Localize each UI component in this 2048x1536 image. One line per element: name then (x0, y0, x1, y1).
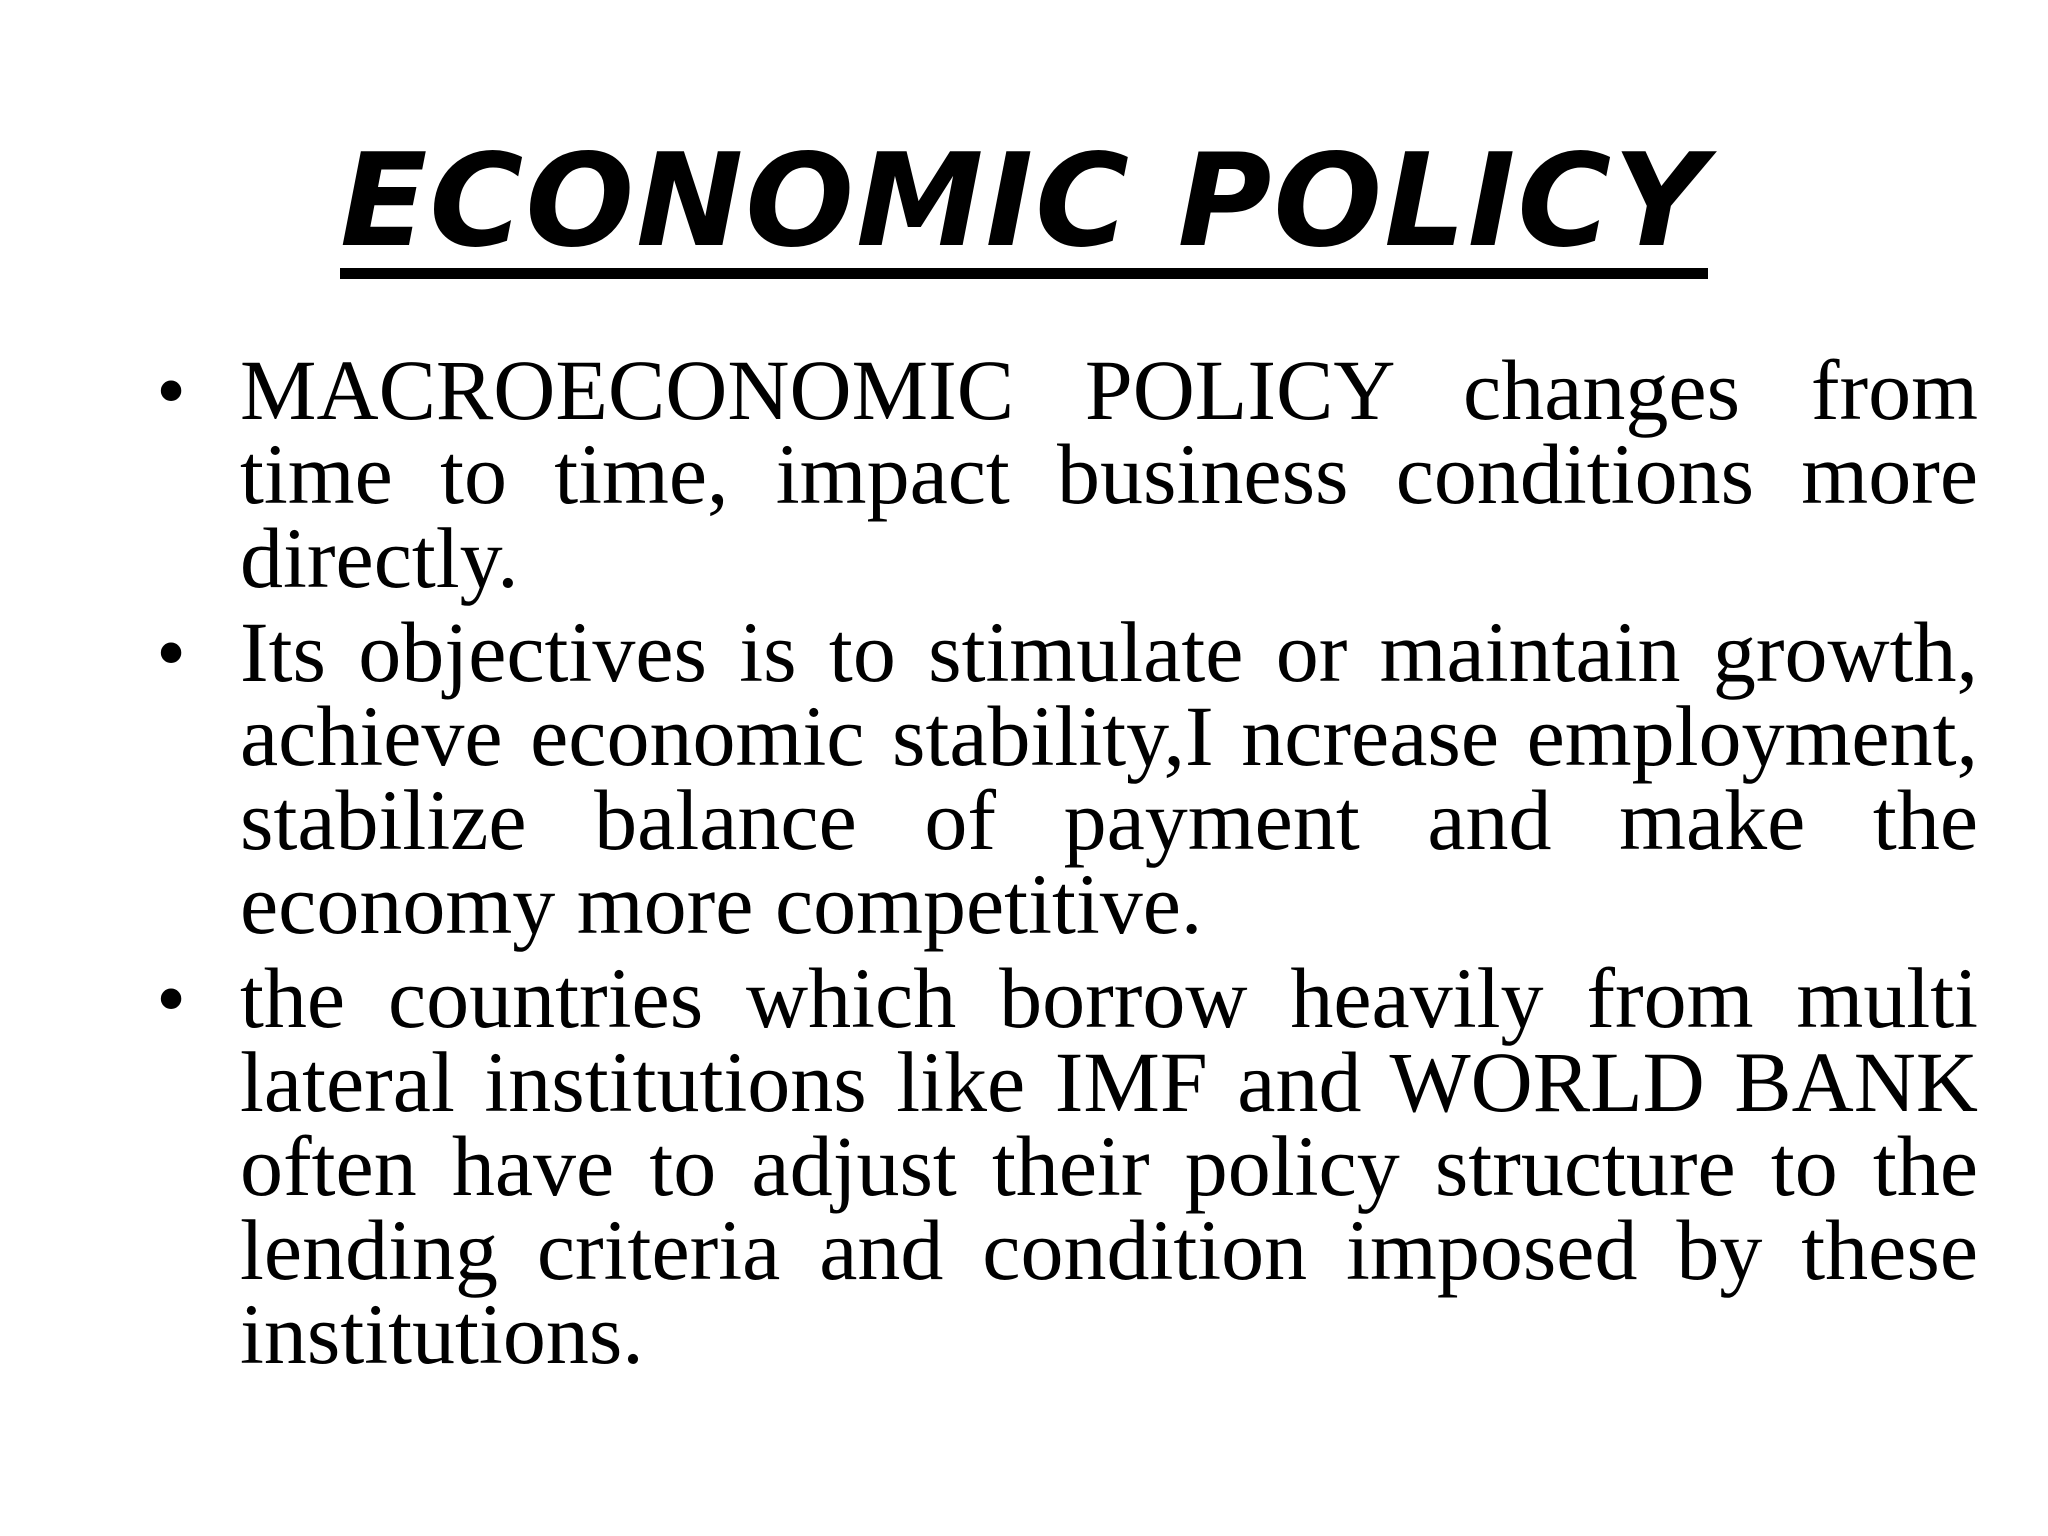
bullet-icon: • (156, 604, 187, 700)
bullet-list (0, 342, 2048, 1386)
slide-title-text: ECONOMIC POLICY (340, 138, 1708, 279)
bullet-text: Its objectives is to stimulate or maintain growth, achieve economic stability,I ncrease employment, stabilize balance of payment and make the economy more competitive. (240, 604, 1978, 952)
bullet-text: MACROECONOMIC POLICY changes from time to time, impact business conditions more directly. (240, 342, 1978, 606)
bullet-icon: • (156, 950, 187, 1046)
bullet-item (156, 604, 1978, 952)
bullet-item (156, 342, 1978, 606)
bullet-text: the countries which borrow heavily from multi lateral institutions like IMF and WORLD BANK often have to adjust their policy structure to the lending criteria and condition imposed by these institutions. (240, 950, 1978, 1382)
bullet-item (156, 950, 1978, 1382)
bullet-icon: • (156, 342, 187, 438)
slide-title (0, 127, 2048, 279)
